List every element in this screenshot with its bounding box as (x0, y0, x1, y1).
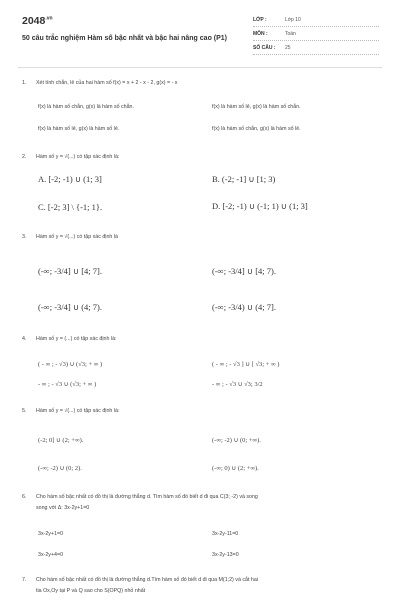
answer-option[interactable]: - ∞ ; - √3 ∪ √3; 3/2 (212, 381, 263, 388)
answer-option[interactable]: (-∞; -3/4] ∪ [4; 7). (212, 266, 276, 276)
answer-option[interactable]: ( - ∞ ; - √3) ∪ (√3; + ∞ ) (38, 361, 103, 368)
question-stem: Hàm số y = √(...) có tập xác định là (36, 234, 118, 240)
answer-option[interactable]: - ∞ ; - √3 ∪ (√3; + ∞ ) (38, 381, 97, 388)
answer-option[interactable]: (-2; 0] ∪ (2; +∞). (38, 437, 84, 444)
answer-option[interactable]: 3x-2y-13=0 (212, 552, 239, 558)
answer-option[interactable]: (-∞; -3/4] ∪ (4; 7). (38, 302, 102, 312)
question-stem: Cho hàm số bậc nhất có đồ thị là đường thẳng d.Tìm hàm số đó biết d đi qua M(1;2) và cắt hai (36, 577, 258, 583)
question-5: 5. Hàm số y = √(...) có tập xác định là: (-2; 0] ∪ (2; +∞). (-∞; -2) ∪ (0; +∞). (-∞; -2) ∪ (0; 2). (-∞; 0) ∪ (2; +∞). (22, 408, 261, 472)
question-6: 6. Cho hàm số bậc nhất có đồ thị là đường thẳng d. Tìm hàm số đó biết d đi qua C(3; -2) và song song với Δ: 3x-2y+1=0 3x-2y+1=0 3x-2y-11=0 3x-2y+4=0 3x-2y-13=0 (22, 494, 258, 558)
answer-option[interactable]: A. [-2; -1) ∪ (1; 3] (38, 174, 102, 184)
question-stem: Hàm số y = √(...) có tập xác định là: (36, 408, 120, 414)
answer-option[interactable]: (-∞; -2) ∪ (0; +∞). (212, 437, 261, 444)
question-stem-continued: song với Δ: 3x-2y+1=0 (36, 505, 90, 511)
answer-option[interactable]: f(x) là hàm số chẵn, g(x) là hàm số lẻ. (212, 126, 301, 132)
question-stem: Xét tính chẵn, lẻ của hai hàm số f(x) = x + 2 - x - 2, g(x) = - x (36, 80, 178, 86)
answer-option[interactable]: D. [-2; -1) ∪ (-1; 1) ∪ (1; 3] (212, 201, 308, 211)
answer-option[interactable]: 3x-2y+4=0 (38, 552, 64, 558)
document-title: 50 câu trắc nghiệm Hàm số bậc nhất và bậc hai nâng cao (P1) (22, 35, 228, 42)
answer-option[interactable]: (-∞; -3/4) ∪ (4; 7]. (212, 302, 276, 312)
question-1: 1. Xét tính chẵn, lẻ của hai hàm số f(x) = x + 2 - x - 2, g(x) = - x f(x) là hàm số chẵn, g(x) là hàm số chẵn. f(x) là hàm số lẻ, g(x) là hàm số chẵn. f(x) là hàm số lẻ, g(x) là hàm số lẻ. f(x) là hàm số chẵn, g(x) là hàm số lẻ. (22, 80, 301, 132)
meta-class-row: LỚP : Lớp 10 (253, 13, 379, 27)
document-meta (253, 13, 379, 55)
question-4: 4. Hàm số y = (...) có tập xác định là: ( - ∞ ; - √3) ∪ (√3; + ∞ ) ( - ∞ ; - √3 ] ∪ [ √3; + ∞ ) - ∞ ; - √3 ∪ (√3; + ∞ ) - ∞ ; - √3 ∪ √3; 3/2 (22, 336, 280, 388)
question-3: 3. Hàm số y = √(...) có tập xác định là (-∞; -3/4] ∪ [4; 7]. (-∞; -3/4] ∪ [4; 7). (-∞; -3/4] ∪ (4; 7). (-∞; -3/4) ∪ (4; 7]. (22, 234, 276, 312)
question-stem: Cho hàm số bậc nhất có đồ thị là đường thẳng d. Tìm hàm số đó biết d đi qua C(3; -2) và song (36, 494, 258, 500)
answer-option[interactable]: B. (-2; -1] ∪ [1; 3) (212, 174, 276, 184)
question-stem: Hàm số y = √(...) có tập xác định là: (36, 154, 120, 160)
answer-option[interactable]: (-∞; -2) ∪ (0; 2). (38, 465, 82, 472)
answer-option[interactable]: 3x-2y-11=0 (212, 531, 239, 537)
answer-option[interactable]: f(x) là hàm số chẵn, g(x) là hàm số chẵn. (38, 104, 134, 110)
meta-subject-row: MÔN : Toán (253, 27, 379, 41)
answer-option[interactable]: f(x) là hàm số lẻ, g(x) là hàm số chẵn. (212, 104, 301, 110)
question-2: 2. Hàm số y = √(...) có tập xác định là: A. [-2; -1) ∪ (1; 3] B. (-2; -1] ∪ [1; 3) C. [-2; 3] \ {-1; 1}. D. [-2; -1) ∪ (-1; 1) ∪ (1; 3] (22, 154, 308, 212)
answer-option[interactable]: ( - ∞ ; - √3 ] ∪ [ √3; + ∞ ) (212, 361, 280, 368)
answer-option[interactable]: 3x-2y+1=0 (38, 531, 64, 537)
header-divider (18, 67, 382, 68)
answer-option[interactable]: C. [-2; 3] \ {-1; 1}. (38, 202, 103, 212)
question-stem: Hàm số y = (...) có tập xác định là: (36, 336, 117, 342)
question-stem-continued: tia Ox,Oy tại P và Q sao cho S(OPQ) nhỏ nhất (36, 588, 146, 594)
answer-option[interactable]: (-∞; -3/4] ∪ [4; 7]. (38, 266, 102, 276)
question-7: 7. Cho hàm số bậc nhất có đồ thị là đường thẳng d.Tìm hàm số đó biết d đi qua M(1;2) và cắt hai tia Ox,Oy tại P và Q sao cho S(OPQ) nhỏ nhất (22, 577, 258, 594)
answer-option[interactable]: f(x) là hàm số lẻ, g(x) là hàm số lẻ. (38, 126, 120, 132)
meta-count-row: SỐ CÂU : 25 (253, 41, 379, 55)
brand-logo[interactable]: $2048^{.vn}$ (22, 15, 53, 27)
answer-option[interactable]: (-∞; 0) ∪ (2; +∞). (212, 465, 259, 472)
